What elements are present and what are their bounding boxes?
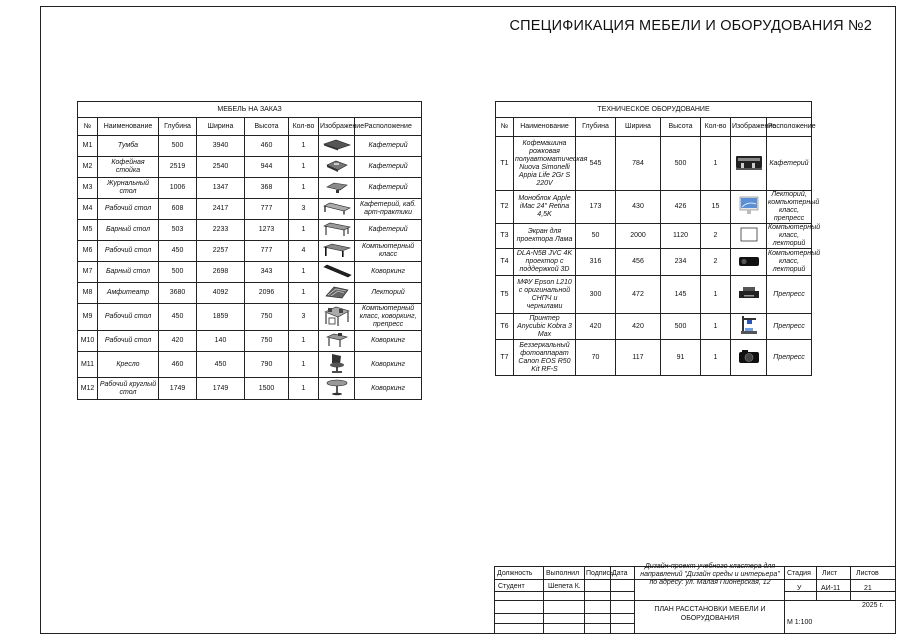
row-location: Коворкинг bbox=[355, 352, 422, 378]
row-name: Барный стол bbox=[98, 262, 159, 283]
row-qty: 1 bbox=[289, 157, 319, 178]
row-depth: 460 bbox=[159, 352, 197, 378]
row-qty: 3 bbox=[289, 304, 319, 331]
row-image bbox=[319, 136, 355, 157]
stamp-year: 2025 г. bbox=[862, 602, 884, 609]
row-image bbox=[319, 304, 355, 331]
row-location: Кафетерий bbox=[355, 178, 422, 199]
furniture-header-6: Изображение bbox=[319, 118, 355, 136]
row-depth: 2519 bbox=[159, 157, 197, 178]
row-name: МФУ Epson L210 с оригинальной СНПЧ и чернилами bbox=[514, 276, 576, 314]
row-name: Рабочий стол bbox=[98, 331, 159, 352]
row-location: Кафетерий, каб. арт-практики bbox=[355, 199, 422, 220]
row-location: Компьютерный класс, лекторий bbox=[767, 249, 812, 276]
row-id: М2 bbox=[78, 157, 98, 178]
row-depth: 300 bbox=[576, 276, 616, 314]
row-height: 500 bbox=[661, 137, 701, 191]
row-qty: 1 bbox=[289, 378, 319, 400]
projector-screen-icon bbox=[738, 226, 760, 247]
row-name: Тумба bbox=[98, 136, 159, 157]
row-qty: 1 bbox=[701, 340, 731, 376]
table-row bbox=[78, 136, 422, 157]
row-qty: 1 bbox=[701, 314, 731, 340]
3d-printer-icon bbox=[738, 314, 760, 339]
row-image bbox=[319, 378, 355, 400]
title-block bbox=[494, 563, 896, 634]
row-width: 2540 bbox=[197, 157, 245, 178]
table-row bbox=[496, 137, 812, 191]
stamp-stage: У bbox=[797, 585, 802, 592]
equipment-caption: ТЕХНИЧЕСКОЕ ОБОРУДОВАНИЕ bbox=[496, 102, 812, 118]
stamp-scale: М 1:100 bbox=[787, 619, 813, 626]
printer-icon bbox=[736, 285, 762, 304]
row-height: 1500 bbox=[245, 378, 289, 400]
row-location: Кафетерий bbox=[767, 137, 812, 191]
row-depth: 545 bbox=[576, 137, 616, 191]
row-height: 368 bbox=[245, 178, 289, 199]
row-depth: 70 bbox=[576, 340, 616, 376]
row-location: Кафетерий bbox=[355, 157, 422, 178]
row-name: Рабочий стол bbox=[98, 304, 159, 331]
row-width: 1749 bbox=[197, 378, 245, 400]
row-location: Кафетерий bbox=[355, 136, 422, 157]
stamp-date-header: Дата bbox=[612, 570, 628, 577]
row-height: 460 bbox=[245, 136, 289, 157]
row-image bbox=[731, 314, 767, 340]
row-location: Лекторий, компьютерный класс, препресс bbox=[768, 191, 820, 222]
row-name: Принтер Anycubic Kobra 3 Max bbox=[514, 314, 576, 340]
row-width: 450 bbox=[197, 352, 245, 378]
equipment-header-6: Изображение bbox=[731, 118, 767, 137]
row-name: Амфитеатр bbox=[98, 283, 159, 304]
table-row bbox=[78, 178, 422, 199]
row-qty: 1 bbox=[289, 220, 319, 241]
row-id: Т4 bbox=[496, 249, 514, 276]
equipment-header-7: Расположение bbox=[767, 118, 812, 137]
row-height: 1273 bbox=[245, 220, 289, 241]
imac-icon bbox=[738, 195, 760, 220]
row-image bbox=[731, 191, 767, 224]
work-desk-icon bbox=[322, 201, 352, 218]
furniture-header-2: Глубина bbox=[159, 118, 197, 136]
equipment-header-4: Высота bbox=[661, 118, 701, 137]
furniture-header-4: Высота bbox=[245, 118, 289, 136]
cabinet-icon bbox=[322, 139, 352, 154]
table-row bbox=[78, 199, 422, 220]
row-name: Экран для проектора Лама bbox=[514, 224, 576, 249]
page-title: СПЕЦИФИКАЦИЯ МЕБЕЛИ И ОБОРУДОВАНИЯ №2 bbox=[509, 18, 872, 34]
stamp-sign-header: Подпись bbox=[586, 570, 614, 577]
equipment-header-5: Кол-во bbox=[701, 118, 731, 137]
row-width: 456 bbox=[616, 249, 661, 276]
row-id: Т3 bbox=[496, 224, 514, 249]
row-id: Т7 bbox=[496, 340, 514, 376]
row-qty: 2 bbox=[701, 249, 731, 276]
stamp-sheets-header: Листов bbox=[856, 570, 879, 577]
row-depth: 503 bbox=[159, 220, 197, 241]
row-width: 3940 bbox=[197, 136, 245, 157]
table-row bbox=[496, 276, 812, 314]
row-id: М9 bbox=[78, 304, 98, 331]
row-image bbox=[319, 241, 355, 262]
table-row bbox=[78, 157, 422, 178]
cluster-desk-icon bbox=[322, 305, 352, 330]
table-row bbox=[78, 331, 422, 352]
row-name: Рабочий стол bbox=[98, 199, 159, 220]
row-name: Кресло bbox=[98, 352, 159, 378]
row-name: Рабочий стол bbox=[98, 241, 159, 262]
coffee-machine-icon bbox=[734, 151, 764, 176]
row-image bbox=[319, 157, 355, 178]
row-depth: 173 bbox=[576, 191, 616, 224]
stamp-project: Дизайн-проект учебного кластера для направлений "Дизайн среды и интерьера" по адресу: ул. Малая Пионерская, 12 bbox=[640, 563, 780, 586]
table-row bbox=[78, 241, 422, 262]
row-location: Кафетерий bbox=[355, 220, 422, 241]
row-image bbox=[319, 262, 355, 283]
furniture-header-0: № bbox=[78, 118, 98, 136]
row-width: 420 bbox=[616, 314, 661, 340]
row-image bbox=[731, 137, 767, 191]
stamp-sheet: АИ-11 bbox=[821, 585, 841, 592]
table-row bbox=[78, 262, 422, 283]
row-depth: 3680 bbox=[159, 283, 197, 304]
row-qty: 1 bbox=[701, 137, 731, 191]
row-location: Препресс bbox=[767, 314, 812, 340]
row-depth: 1749 bbox=[159, 378, 197, 400]
row-height: 944 bbox=[245, 157, 289, 178]
row-height: 145 bbox=[661, 276, 701, 314]
long-bar-icon bbox=[322, 264, 352, 281]
row-name: Барный стол bbox=[98, 220, 159, 241]
row-location: Лекторий bbox=[355, 283, 422, 304]
table-row bbox=[78, 283, 422, 304]
row-id: Т6 bbox=[496, 314, 514, 340]
row-image bbox=[731, 340, 767, 376]
row-width: 784 bbox=[616, 137, 661, 191]
row-name: Моноблок Apple iMac 24" Retina 4,5K bbox=[514, 191, 576, 224]
row-name: DLA-N5B JVC 4K проектор с поддержкой 3D bbox=[514, 249, 576, 276]
row-id: М4 bbox=[78, 199, 98, 220]
row-qty: 2 bbox=[701, 224, 731, 249]
row-width: 2000 bbox=[616, 224, 661, 249]
round-table-icon bbox=[324, 378, 350, 399]
row-location: Коворкинг bbox=[355, 378, 422, 400]
stamp-sheets: 21 bbox=[864, 585, 872, 592]
projector-icon bbox=[736, 254, 762, 271]
equipment-table bbox=[495, 101, 821, 376]
furniture-header-1: Наименование bbox=[98, 118, 159, 136]
row-height: 500 bbox=[661, 314, 701, 340]
row-name: Кофейная стойка bbox=[98, 157, 159, 178]
row-image bbox=[731, 276, 767, 314]
equipment-header-1: Наименование bbox=[514, 118, 576, 137]
stamp-role: Студент bbox=[498, 583, 525, 590]
row-height: 1120 bbox=[661, 224, 701, 249]
equipment-header-3: Ширина bbox=[616, 118, 661, 137]
equipment-header-2: Глубина bbox=[576, 118, 616, 137]
row-height: 750 bbox=[245, 304, 289, 331]
table-row bbox=[78, 378, 422, 400]
row-width: 2698 bbox=[197, 262, 245, 283]
row-qty: 1 bbox=[289, 283, 319, 304]
row-id: М8 bbox=[78, 283, 98, 304]
row-location: Компьютерный класс, коворкинг, препресс bbox=[355, 304, 422, 331]
row-depth: 420 bbox=[159, 331, 197, 352]
stamp-role-header: Должность bbox=[497, 570, 533, 577]
row-height: 2096 bbox=[245, 283, 289, 304]
row-width: 4092 bbox=[197, 283, 245, 304]
row-height: 790 bbox=[245, 352, 289, 378]
row-qty: 1 bbox=[289, 136, 319, 157]
camera-icon bbox=[737, 347, 761, 368]
stamp-sheet-header: Лист bbox=[822, 570, 838, 577]
furniture-header-5: Кол-во bbox=[289, 118, 319, 136]
row-width: 2257 bbox=[197, 241, 245, 262]
row-image bbox=[319, 352, 355, 378]
row-depth: 450 bbox=[159, 304, 197, 331]
table-row bbox=[496, 249, 812, 276]
table-row bbox=[78, 220, 422, 241]
row-height: 426 bbox=[661, 191, 701, 224]
row-depth: 450 bbox=[159, 241, 197, 262]
row-location: Коворкинг bbox=[355, 262, 422, 283]
coffee-counter-icon bbox=[324, 159, 350, 176]
row-id: Т2 bbox=[496, 191, 514, 224]
row-name: Беззеркальный фотоаппарат Canon EOS R50 Kit RF-S bbox=[514, 340, 576, 376]
row-image bbox=[319, 220, 355, 241]
row-name: Журнальный стол bbox=[98, 178, 159, 199]
row-id: М10 bbox=[78, 331, 98, 352]
stamp-stage-header: Стадия bbox=[787, 570, 811, 577]
row-qty: 1 bbox=[289, 178, 319, 199]
chair-icon bbox=[326, 352, 348, 377]
row-depth: 316 bbox=[576, 249, 616, 276]
row-height: 750 bbox=[245, 331, 289, 352]
equipment-header-0: № bbox=[496, 118, 514, 137]
row-height: 777 bbox=[245, 241, 289, 262]
small-desk-icon bbox=[324, 332, 350, 351]
row-qty: 3 bbox=[289, 199, 319, 220]
row-id: Т5 bbox=[496, 276, 514, 314]
row-location: Коворкинг bbox=[355, 331, 422, 352]
row-location: Компьютерный класс, лекторий bbox=[768, 224, 821, 247]
row-id: М11 bbox=[78, 352, 98, 378]
row-height: 343 bbox=[245, 262, 289, 283]
row-height: 91 bbox=[661, 340, 701, 376]
row-width: 1347 bbox=[197, 178, 245, 199]
amphitheater-icon bbox=[324, 284, 350, 303]
row-qty: 1 bbox=[701, 276, 731, 314]
row-width: 117 bbox=[616, 340, 661, 376]
row-qty: 4 bbox=[289, 241, 319, 262]
row-width: 430 bbox=[616, 191, 661, 224]
furniture-header-7: Расположение bbox=[355, 118, 422, 136]
row-id: М1 bbox=[78, 136, 98, 157]
row-location: Препресс bbox=[767, 276, 812, 314]
stamp-author: Шепета К. bbox=[548, 583, 581, 590]
row-depth: 500 bbox=[159, 136, 197, 157]
desk-icon bbox=[322, 243, 352, 260]
table-row bbox=[496, 340, 812, 376]
row-name: Рабочий круглый стол bbox=[98, 378, 159, 400]
row-id: М6 bbox=[78, 241, 98, 262]
row-image bbox=[731, 224, 767, 249]
row-id: М3 bbox=[78, 178, 98, 199]
row-location: Компьютерный класс bbox=[355, 241, 422, 262]
row-depth: 420 bbox=[576, 314, 616, 340]
row-width: 140 bbox=[197, 331, 245, 352]
table-row bbox=[496, 191, 812, 224]
table-row bbox=[78, 304, 422, 331]
table-row bbox=[496, 314, 812, 340]
row-image bbox=[319, 283, 355, 304]
row-depth: 50 bbox=[576, 224, 616, 249]
furniture-header-3: Ширина bbox=[197, 118, 245, 136]
furniture-table bbox=[77, 101, 422, 400]
table-row bbox=[496, 224, 812, 249]
row-location: Препресс bbox=[767, 340, 812, 376]
row-qty: 1 bbox=[289, 352, 319, 378]
bar-table-icon bbox=[322, 221, 352, 240]
row-qty: 1 bbox=[289, 331, 319, 352]
table-row bbox=[78, 352, 422, 378]
row-id: М7 bbox=[78, 262, 98, 283]
stamp-author-header: Выполнил bbox=[546, 570, 580, 577]
row-height: 234 bbox=[661, 249, 701, 276]
coffee-table-icon bbox=[324, 180, 350, 197]
stamp-drawing-title: ПЛАН РАССТАНОВКИ МЕБЕЛИ И ОБОРУДОВАНИЯ bbox=[654, 606, 766, 622]
row-id: Т1 bbox=[496, 137, 514, 191]
row-depth: 500 bbox=[159, 262, 197, 283]
row-width: 2233 bbox=[197, 220, 245, 241]
row-depth: 608 bbox=[159, 199, 197, 220]
row-id: М5 bbox=[78, 220, 98, 241]
row-qty: 15 bbox=[701, 191, 731, 224]
row-image bbox=[319, 178, 355, 199]
row-width: 1859 bbox=[197, 304, 245, 331]
row-width: 472 bbox=[616, 276, 661, 314]
row-qty: 1 bbox=[289, 262, 319, 283]
row-image bbox=[319, 331, 355, 352]
row-image bbox=[731, 249, 767, 276]
row-depth: 1006 bbox=[159, 178, 197, 199]
row-width: 2417 bbox=[197, 199, 245, 220]
furniture-caption: МЕБЕЛЬ НА ЗАКАЗ bbox=[78, 102, 422, 118]
row-image bbox=[319, 199, 355, 220]
row-name: Кофемашина рожковая полуавтоматическая Nuova Simonelli Appia Life 2Gr S 220V bbox=[514, 137, 576, 191]
row-height: 777 bbox=[245, 199, 289, 220]
row-id: М12 bbox=[78, 378, 98, 400]
